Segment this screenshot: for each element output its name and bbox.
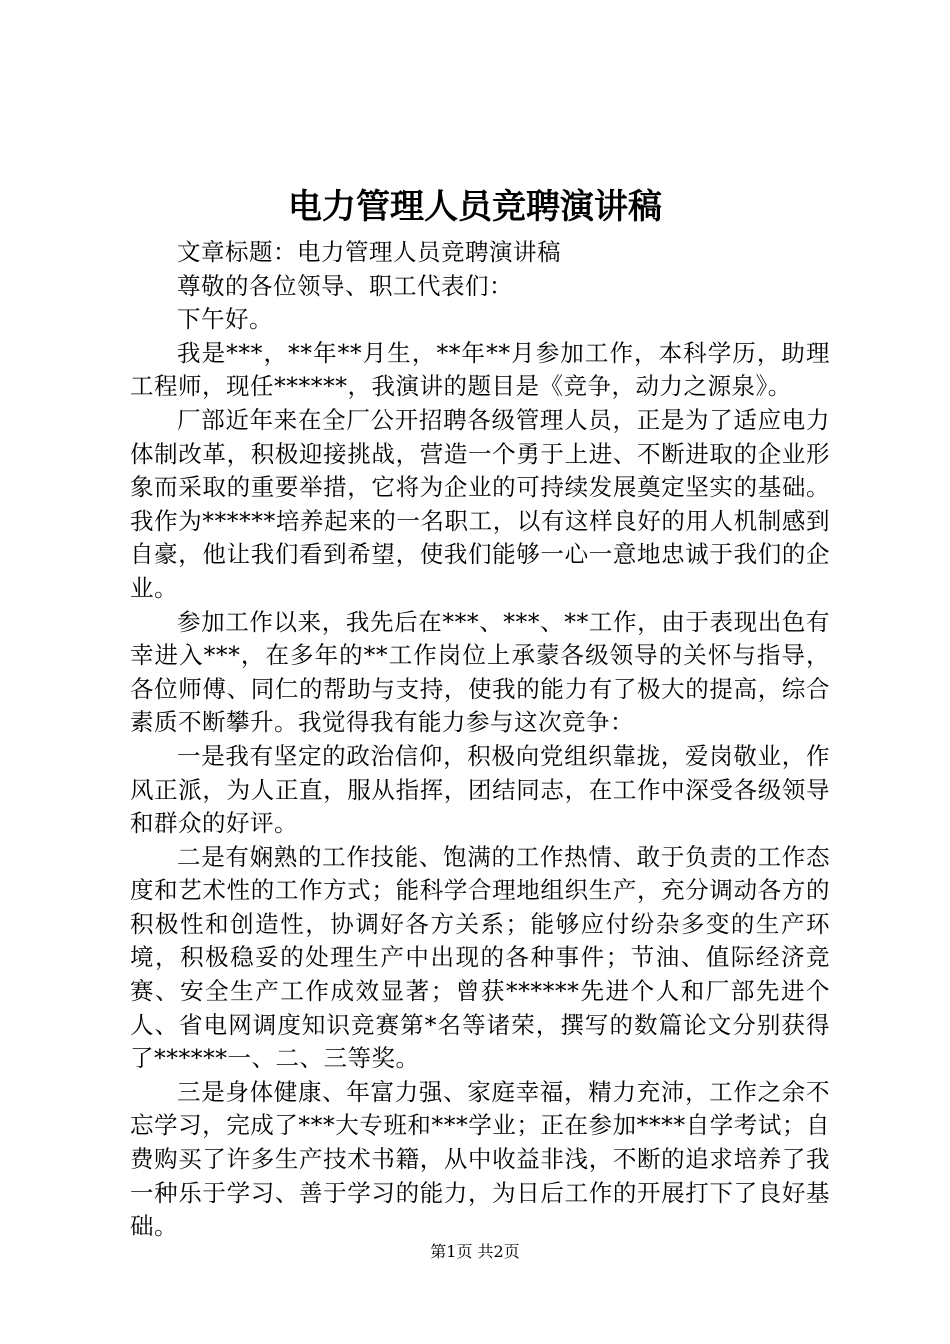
paragraph-greeting: 下午好。: [177, 305, 273, 334]
paragraph-background: 厂部近年来在全厂公开招聘各级管理人员，正是为了适应电力体制改革，积极迎接挑战，营造一个勇于上进、不断进取的企业形象而采取的重要举措，它将为企业的可持续发展奠定坚实的基础。我作为******培养起来的一名职工，以有这样良好的用人机制感到自豪，他让我们看到希望，使我们能够一心一意地忠诚于我们的企业。: [130, 405, 830, 602]
paragraph-article-title: 文章标题：电力管理人员竞聘演讲稿: [177, 238, 561, 266]
paragraph-experience: 参加工作以来，我先后在***、***、**工作，由于表现出色有幸进入***，在多年的**工作岗位上承蒙各级领导的关怀与指导，各位师傅、同仁的帮助与支持，使我的能力有了极大的提高，综合素质不断攀升。我觉得我有能力参与这次竞争：: [130, 607, 830, 737]
page-number-footer: 第1页 共2页: [430, 1242, 520, 1261]
document-title: 电力管理人员竞聘演讲稿: [288, 187, 662, 227]
paragraph-point-one: 一是我有坚定的政治信仰，积极向党组织靠拢，爱岗敬业，作风正派，为人正直，服从指挥，团结同志，在工作中深受各级领导和群众的好评。: [130, 741, 830, 838]
document-body: [130, 236, 830, 1244]
paragraph-self-intro: 我是***，**年**月生，**年**月参加工作，本科学历，助理工程师，现任******，我演讲的题目是《竞争，动力之源泉》。: [130, 338, 830, 401]
paragraph-salutation: 尊敬的各位领导、职工代表们：: [177, 271, 513, 300]
paragraph-point-two: 二是有娴熟的工作技能、饱满的工作热情、敢于负责的工作态度和艺术性的工作方式；能科学合理地组织生产，充分调动各方的积极性和创造性，协调好各方关系；能够应付纷杂多变的生产环境，积极稳妥的处理生产中出现的各种事件；节油、值际经济竞赛、安全生产工作成效显著；曾获******先进个人和厂部先进个人、省电网调度知识竞赛第*名等诸荣，撰写的数篇论文分别获得了******一、二、三等奖。: [130, 842, 830, 1073]
paragraph-point-three: 三是身体健康、年富力强、家庭幸福，精力充沛，工作之余不忘学习，完成了***大专班和***学业；正在参加****自学考试；自费购买了许多生产技术书籍，从中收益非浅，不断的追求培养了我一种乐于学习、善于学习的能力，为日后工作的开展打下了良好基础。: [130, 1077, 830, 1241]
